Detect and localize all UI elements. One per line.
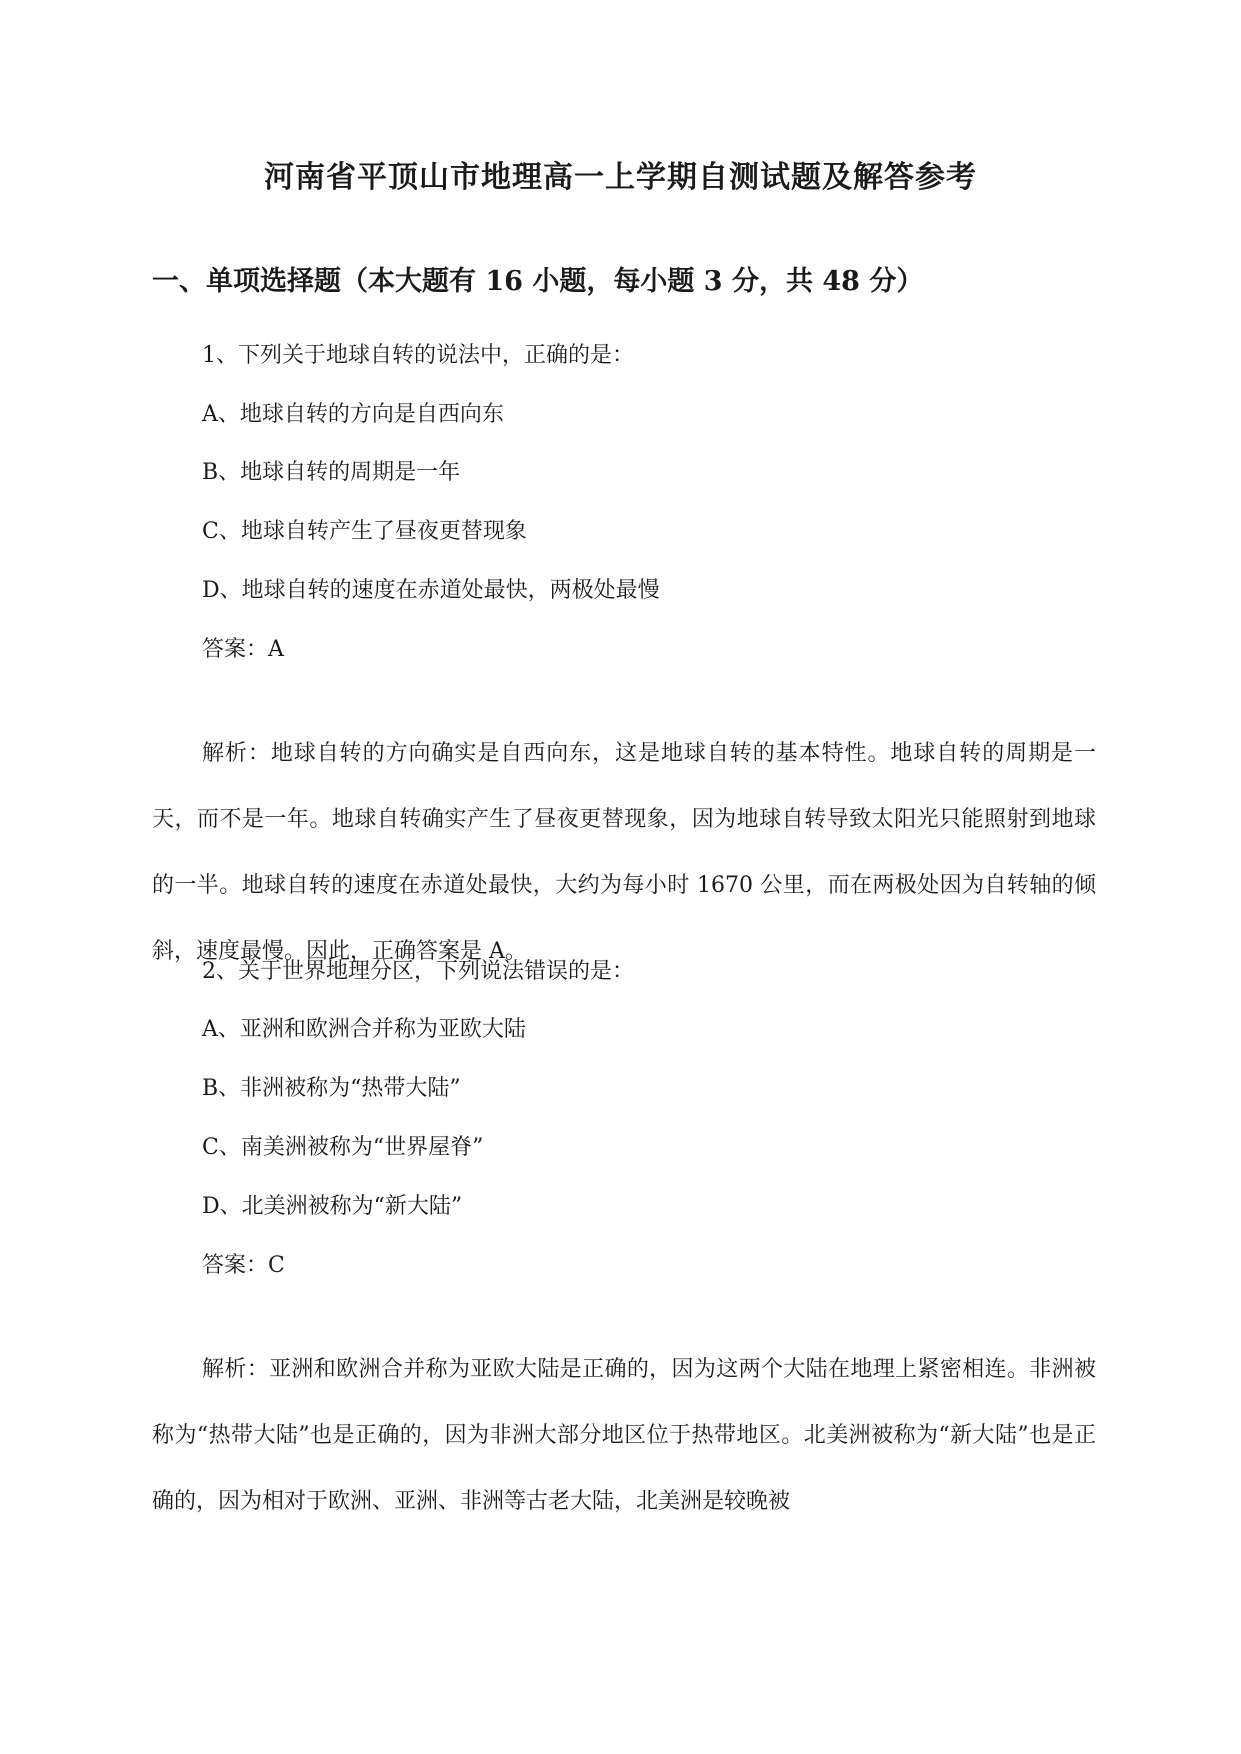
question-2-option-a: A、亚洲和欧洲合并称为亚欧大陆	[202, 1017, 526, 1042]
question-1-option-d: D、地球自转的速度在赤道处最快，两极处最慢	[202, 578, 660, 603]
document-title: 河南省平顶山市地理高一上学期自测试题及解答参考	[264, 160, 977, 195]
question-2-option-c: C、南美洲被称为“世界屋脊”	[202, 1135, 484, 1160]
question-1-analysis: 解析：地球自转的方向确实是自西向东，这是地球自转的基本特性。地球自转的周期是一天，而不是一年。地球自转确实产生了昼夜更替现象，因为地球自转导致太阳光只能照射到地球的一半。地球自转的速度在赤道处最快，大约为每小时 1670 公里，而在两极处因为自转轴的倾斜，速度最慢。因此，正确答案是 A。	[152, 741, 1096, 964]
question-1-option-b: B、地球自转的周期是一年	[202, 460, 461, 485]
question-1-answer: 答案：A	[202, 637, 284, 662]
question-1-option-c: C、地球自转产生了昼夜更替现象	[202, 519, 527, 544]
question-1-option-a: A、地球自转的方向是自西向东	[202, 402, 504, 427]
question-1-stem: 1、下列关于地球自转的说法中，正确的是：	[202, 343, 634, 368]
question-2-analysis: 解析：亚洲和欧洲合并称为亚欧大陆是正确的，因为这两个大陆在地理上紧密相连。非洲被称为“热带大陆”也是正确的，因为非洲大部分地区位于热带地区。北美洲被称为“新大陆”也是正确的，因为相对于欧洲、亚洲、非洲等古老大陆，北美洲是较晚被	[152, 1357, 1096, 1514]
question-2-answer: 答案：C	[202, 1253, 285, 1278]
question-2-stem: 2、关于世界地理分区，下列说法错误的是：	[202, 959, 634, 984]
question-2-option-d: D、北美洲被称为“新大陆”	[202, 1194, 463, 1219]
section-heading: 一、单项选择题（本大题有 16 小题，每小题 3 分，共 48 分）	[152, 266, 924, 297]
question-2-option-b: B、非洲被称为“热带大陆”	[202, 1076, 461, 1101]
